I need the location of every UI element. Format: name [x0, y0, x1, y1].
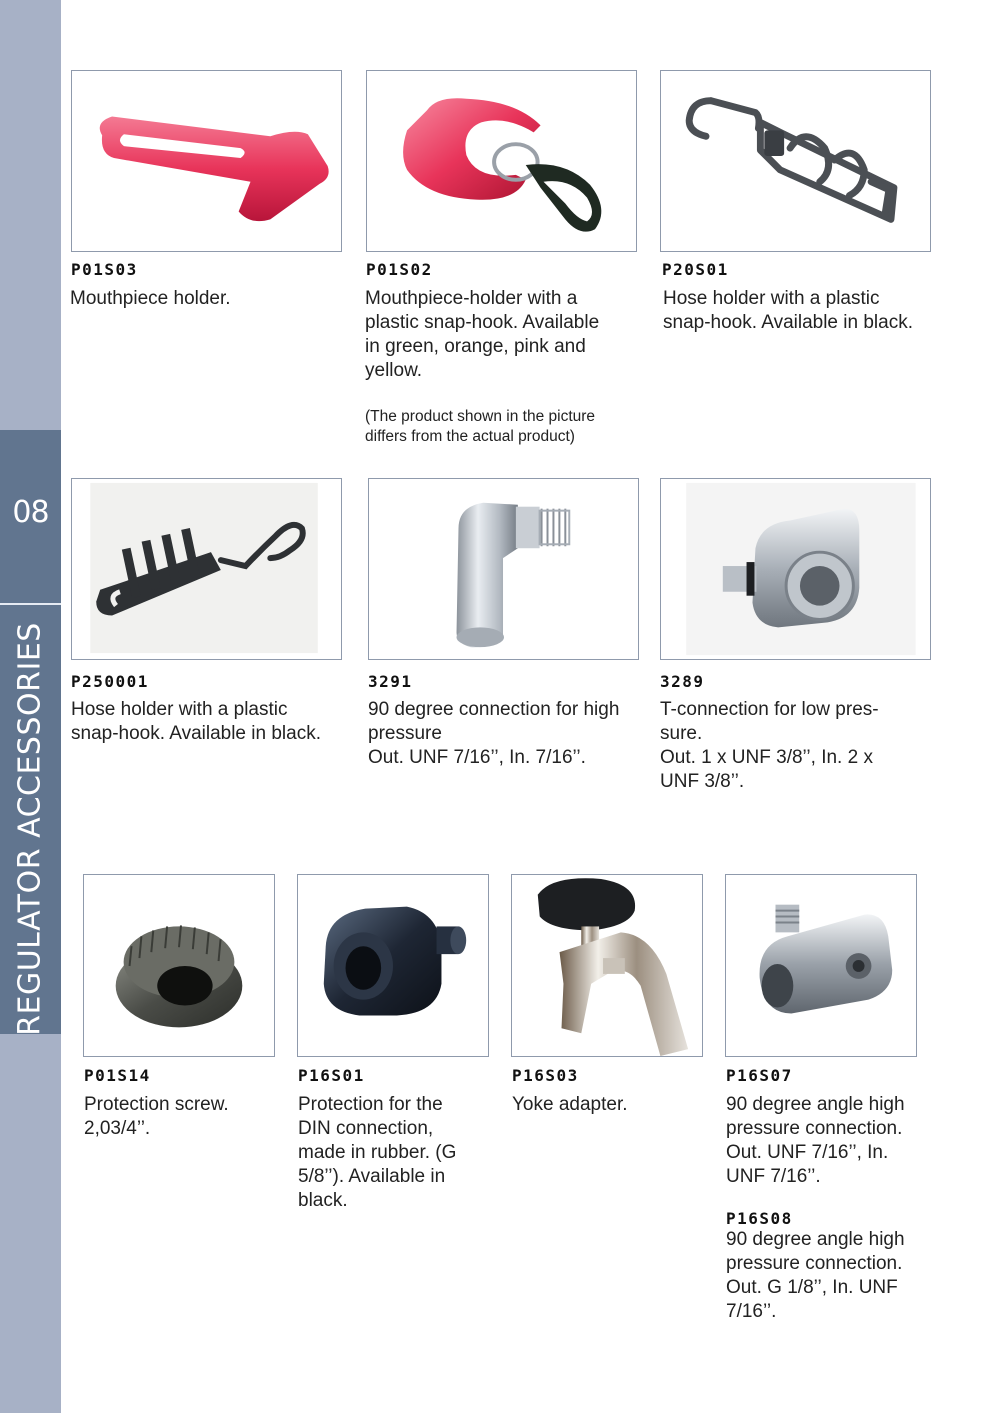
section-title: REGULATOR ACCESSORIES: [12, 622, 48, 1036]
product-code: P01S14: [84, 1066, 151, 1085]
product-photo-p16s03: [511, 874, 703, 1057]
protection-screw-image: [84, 875, 274, 1056]
product-photo-p16s01: [297, 874, 489, 1057]
product-photo-3291: [368, 478, 639, 660]
product-description: 90 degree connection for high pressure Out. UNF 7/16’’, In. 7/16’’.: [368, 699, 620, 768]
product-photo-p16s07: [725, 874, 917, 1057]
product-photo-3289: [660, 478, 931, 660]
product-description: Protection for the DIN connection, made in rubber. (G 5/8’’). Available in black.: [298, 1094, 457, 1211]
product-code: P250001: [71, 672, 149, 691]
mouthpiece-holder-image: [72, 71, 341, 251]
product-description: Protection screw. 2,03/4’’.: [84, 1094, 229, 1139]
chrome-90-degree-angle-connection-image: [726, 875, 916, 1056]
hose-holder-black-image: [72, 479, 341, 659]
product-photo-p01s14: [83, 874, 275, 1057]
product-code: P20S01: [662, 260, 729, 279]
product-description: Mouthpiece holder.: [70, 288, 231, 309]
product-description: 90 degree angle high pressure connection. Out. G 1/8’’, In. UNF 7/16’’.: [726, 1229, 905, 1322]
product-description: Yoke adapter.: [512, 1094, 628, 1115]
product-code: 3291: [368, 672, 413, 691]
din-protection-image: [298, 875, 488, 1056]
product-code: P16S08: [726, 1209, 793, 1228]
product-photo-p250001: [71, 478, 342, 660]
product-code: 3289: [660, 672, 705, 691]
product-photo-p01s02: [366, 70, 637, 252]
product-description: 90 degree angle high pressure connection. Out. UNF 7/16’’, In. UNF 7/16’’.: [726, 1094, 905, 1187]
product-description: T-connection for low pres- sure. Out. 1 x UNF 3/8’’, In. 2 x UNF 3/8’’.: [660, 699, 879, 792]
hose-holder-grey-image: [661, 71, 930, 251]
product-code: P16S03: [512, 1066, 579, 1085]
yoke-adapter-image: [512, 875, 702, 1056]
product-photo-p01s03: [71, 70, 342, 252]
product-code: P16S01: [298, 1066, 365, 1085]
product-description: Hose holder with a plastic snap-hook. Available in black.: [71, 699, 321, 744]
product-code: P01S03: [71, 260, 138, 279]
mouthpiece-holder-snaphook-image: [367, 71, 636, 251]
product-code: P16S07: [726, 1066, 793, 1085]
product-note: (The product shown in the picture differs from the actual product): [365, 408, 596, 445]
chrome-90-degree-connection-image: [369, 479, 638, 659]
sidebar-divider: [0, 603, 61, 605]
chrome-t-connection-image: [661, 479, 930, 659]
chapter-number: 08: [12, 495, 49, 530]
product-photo-p20s01: [660, 70, 931, 252]
product-code: P01S02: [366, 260, 433, 279]
product-description: Mouthpiece-holder with a plastic snap-hook. Available in green, orange, pink and yellow.: [365, 288, 600, 381]
product-description: Hose holder with a plastic snap-hook. Available in black.: [663, 288, 913, 333]
